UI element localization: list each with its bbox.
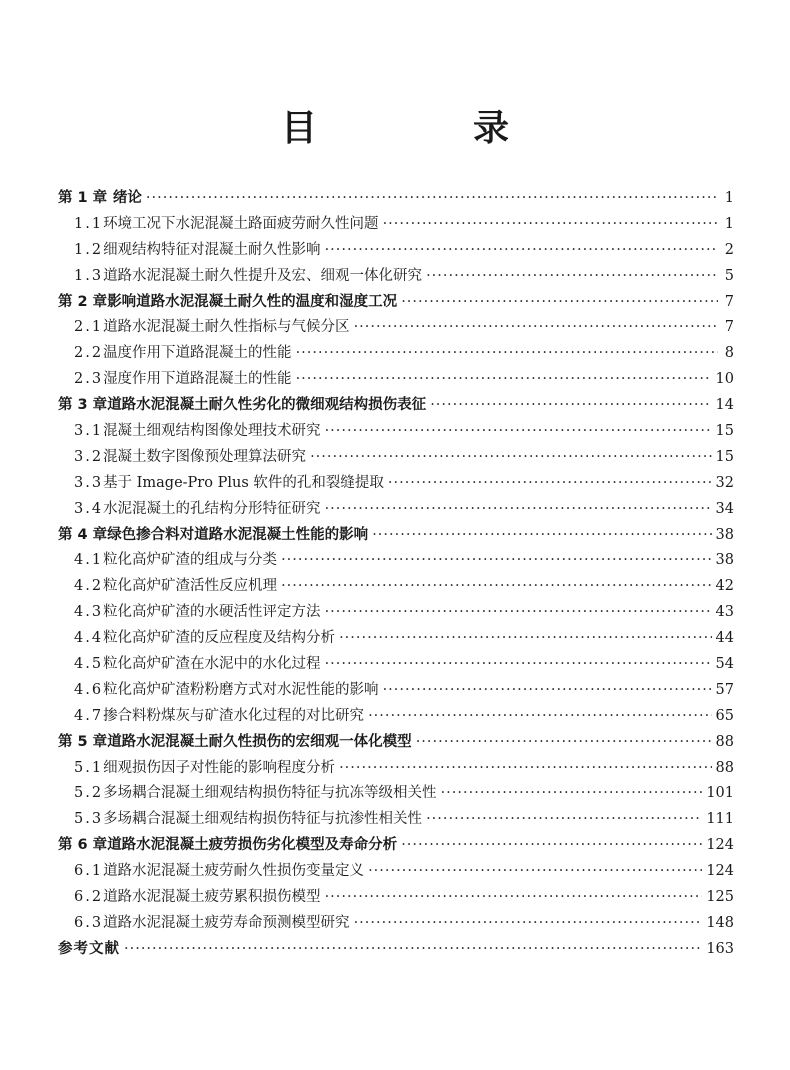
toc-entry-title: 参考文献 — [58, 940, 120, 957]
toc-entry-number: 1.3 — [74, 267, 104, 284]
dot-leader — [372, 523, 711, 549]
toc-section-entry — [58, 807, 734, 833]
dot-leader — [296, 341, 718, 367]
toc-entry-number: 5.3 — [74, 811, 104, 828]
toc-section-entry — [58, 626, 734, 652]
toc-entry-page-number: 43 — [715, 604, 734, 621]
toc-section-entry — [58, 704, 734, 730]
toc-entry-number: 4.6 — [74, 681, 104, 698]
toc-entry-page-number: 5 — [724, 267, 734, 284]
toc-entry-number: 2.3 — [74, 371, 104, 388]
toc-entry-page-number: 15 — [715, 423, 734, 440]
toc-entry-page-number: 15 — [715, 448, 734, 465]
toc-section-entry — [58, 497, 734, 523]
toc-entry-title: 基于 Image-Pro Plus 软件的孔和裂缝提取 — [103, 474, 384, 491]
toc-section-entry — [58, 859, 734, 885]
toc-entry-page-number: 111 — [706, 811, 734, 828]
toc-entry-number: 3.3 — [74, 474, 104, 491]
dot-leader — [325, 497, 712, 523]
dot-leader — [354, 315, 718, 341]
toc-entry-title: 多场耦合混凝土细观结构损伤特征与抗冻等级相关性 — [103, 785, 437, 802]
toc-chapter-entry — [58, 393, 734, 419]
toc-entry-number: 4.4 — [74, 630, 104, 647]
toc-entry-title: 湿度作用下道路混凝土的性能 — [103, 371, 292, 388]
toc-entry-title: 道路水泥混凝土疲劳耐久性损伤变量定义 — [103, 863, 365, 880]
toc-entry-title: 混凝土数字图像预处理算法研究 — [103, 448, 307, 465]
dot-leader — [426, 264, 718, 290]
toc-entry-title: 道路水泥混凝土耐久性劣化的微细观结构损伤表征 — [107, 397, 427, 414]
toc-entry-title: 粒化高炉矿渣粉粉磨方式对水泥性能的影响 — [103, 681, 379, 698]
dot-leader — [339, 756, 711, 782]
toc-entry-number: 第 5 章 — [58, 733, 108, 750]
dot-leader — [416, 730, 712, 756]
dot-leader — [146, 186, 718, 212]
dot-leader — [383, 678, 712, 704]
toc-entry-title: 混凝土细观结构图像处理技术研究 — [103, 423, 321, 440]
toc-entry-page-number: 14 — [715, 397, 734, 414]
toc-entry-page-number: 124 — [706, 837, 734, 854]
toc-entry-title: 绪论 — [112, 190, 142, 206]
toc-entry-page-number: 10 — [715, 371, 734, 388]
toc-entry-title: 绿色掺合料对道路水泥混凝土性能的影响 — [107, 526, 369, 543]
toc-entry-title: 粒化高炉矿渣活性反应机理 — [103, 578, 278, 595]
dot-leader — [325, 885, 703, 911]
toc-references-entry — [58, 937, 734, 963]
toc-entry-title: 粒化高炉矿渣的组成与分类 — [103, 552, 278, 569]
toc-entry-title: 影响道路水泥混凝土耐久性的温度和湿度工况 — [107, 293, 398, 310]
toc-section-entry — [58, 367, 734, 393]
toc-entry-page-number: 125 — [706, 889, 734, 906]
toc-entry-page-number: 1 — [724, 190, 734, 206]
toc-entry-title: 道路水泥混凝土疲劳累积损伤模型 — [103, 889, 321, 906]
toc-entry-page-number: 163 — [706, 940, 734, 957]
toc-section-entry — [58, 341, 734, 367]
toc-entry-number: 第 4 章 — [58, 526, 108, 543]
toc-entry-page-number: 65 — [715, 707, 734, 724]
toc-entry-page-number: 42 — [715, 578, 734, 595]
dot-leader — [325, 600, 712, 626]
toc-entry-title: 粒化高炉矿渣的水硬活性评定方法 — [103, 604, 321, 621]
toc-chapter-entry — [58, 523, 734, 549]
dot-leader — [296, 367, 712, 393]
toc-section-entry — [58, 574, 734, 600]
toc-entry-title: 道路水泥混凝土疲劳损伤劣化模型及寿命分析 — [107, 837, 398, 854]
table-of-contents — [58, 186, 734, 963]
toc-section-entry — [58, 238, 734, 264]
dot-leader — [339, 626, 711, 652]
toc-entry-number: 4.2 — [74, 578, 104, 595]
dot-leader — [124, 937, 702, 963]
toc-entry-page-number: 1 — [724, 215, 734, 232]
toc-entry-title: 粒化高炉矿渣的反应程度及结构分析 — [103, 630, 336, 647]
toc-section-entry — [58, 419, 734, 445]
dot-leader — [430, 393, 711, 419]
toc-entry-page-number: 2 — [724, 241, 734, 258]
toc-entry-page-number: 38 — [715, 526, 734, 543]
toc-entry-title: 多场耦合混凝土细观结构损伤特征与抗渗性相关性 — [103, 811, 423, 828]
toc-entry-page-number: 124 — [706, 863, 734, 880]
toc-entry-title: 细观损伤因子对性能的影响程度分析 — [103, 759, 336, 776]
dot-leader — [325, 238, 718, 264]
toc-entry-page-number: 101 — [706, 785, 734, 802]
toc-entry-number: 6.1 — [74, 863, 104, 880]
toc-chapter-entry — [58, 290, 734, 316]
toc-entry-page-number: 88 — [715, 759, 734, 776]
toc-entry-number: 3.1 — [74, 423, 104, 440]
toc-section-entry — [58, 471, 734, 497]
toc-entry-number: 第 1 章 — [58, 190, 108, 206]
dot-leader — [281, 548, 711, 574]
page-title: 目 录 — [280, 108, 569, 149]
toc-entry-title: 环境工况下水泥混凝土路面疲劳耐久性问题 — [103, 215, 379, 232]
toc-entry-number: 2.2 — [74, 345, 104, 362]
toc-section-entry — [58, 445, 734, 471]
toc-entry-number: 第 6 章 — [58, 837, 108, 854]
dot-leader — [354, 911, 703, 937]
toc-entry-page-number: 7 — [724, 293, 734, 310]
toc-entry-page-number: 38 — [715, 552, 734, 569]
toc-entry-number: 6.3 — [74, 914, 104, 931]
toc-entry-title: 粒化高炉矿渣在水泥中的水化过程 — [103, 656, 321, 673]
dot-leader — [383, 212, 718, 238]
toc-entry-page-number: 34 — [715, 500, 734, 517]
toc-section-entry — [58, 756, 734, 782]
toc-section-entry — [58, 652, 734, 678]
toc-entry-title: 道路水泥混凝土疲劳寿命预测模型研究 — [103, 914, 350, 931]
toc-entry-page-number: 148 — [706, 914, 734, 931]
toc-entry-number: 1.2 — [74, 241, 104, 258]
toc-entry-number: 4.1 — [74, 552, 104, 569]
toc-section-entry — [58, 600, 734, 626]
toc-entry-number: 3.4 — [74, 500, 104, 517]
dot-leader — [310, 445, 711, 471]
toc-entry-number: 1.1 — [74, 215, 104, 232]
toc-entry-number: 第 2 章 — [58, 293, 108, 310]
toc-entry-number: 6.2 — [74, 889, 104, 906]
toc-section-entry — [58, 264, 734, 290]
toc-entry-number: 4.7 — [74, 707, 104, 724]
toc-entry-number: 5.1 — [74, 759, 104, 776]
toc-entry-number: 2.1 — [74, 319, 104, 336]
toc-entry-title: 道路水泥混凝土耐久性指标与气候分区 — [103, 319, 350, 336]
dot-leader — [441, 781, 703, 807]
toc-entry-title: 温度作用下道路混凝土的性能 — [103, 345, 292, 362]
dot-leader — [325, 652, 712, 678]
dot-leader — [368, 704, 711, 730]
toc-entry-number: 4.5 — [74, 656, 104, 673]
toc-entry-page-number: 88 — [715, 733, 734, 750]
toc-entry-title: 细观结构特征对混凝土耐久性影响 — [103, 241, 321, 258]
toc-entry-number: 第 3 章 — [58, 397, 108, 414]
toc-chapter-entry — [58, 833, 734, 859]
dot-leader — [426, 807, 702, 833]
toc-entry-title: 道路水泥混凝土耐久性提升及宏、细观一体化研究 — [103, 267, 423, 284]
toc-section-entry — [58, 315, 734, 341]
toc-chapter-entry — [58, 186, 734, 212]
toc-section-entry — [58, 885, 734, 911]
toc-entry-page-number: 57 — [715, 681, 734, 698]
toc-entry-page-number: 7 — [724, 319, 734, 336]
dot-leader — [401, 833, 702, 859]
toc-section-entry — [58, 911, 734, 937]
toc-section-entry — [58, 781, 734, 807]
toc-entry-page-number: 54 — [715, 656, 734, 673]
toc-section-entry — [58, 212, 734, 238]
toc-section-entry — [58, 548, 734, 574]
toc-entry-title: 水泥混凝土的孔结构分形特征研究 — [103, 500, 321, 517]
dot-leader — [401, 290, 718, 316]
toc-entry-title: 掺合料粉煤灰与矿渣水化过程的对比研究 — [103, 707, 365, 724]
toc-entry-page-number: 8 — [724, 345, 734, 362]
dot-leader — [388, 471, 712, 497]
toc-entry-title: 道路水泥混凝土耐久性损伤的宏细观一体化模型 — [107, 733, 412, 750]
dot-leader — [368, 859, 702, 885]
toc-entry-page-number: 44 — [715, 630, 734, 647]
toc-section-entry — [58, 678, 734, 704]
toc-chapter-entry — [58, 730, 734, 756]
dot-leader — [325, 419, 712, 445]
toc-entry-page-number: 32 — [715, 474, 734, 491]
toc-entry-number: 5.2 — [74, 785, 104, 802]
toc-entry-number: 3.2 — [74, 448, 104, 465]
dot-leader — [281, 574, 711, 600]
toc-entry-number: 4.3 — [74, 604, 104, 621]
